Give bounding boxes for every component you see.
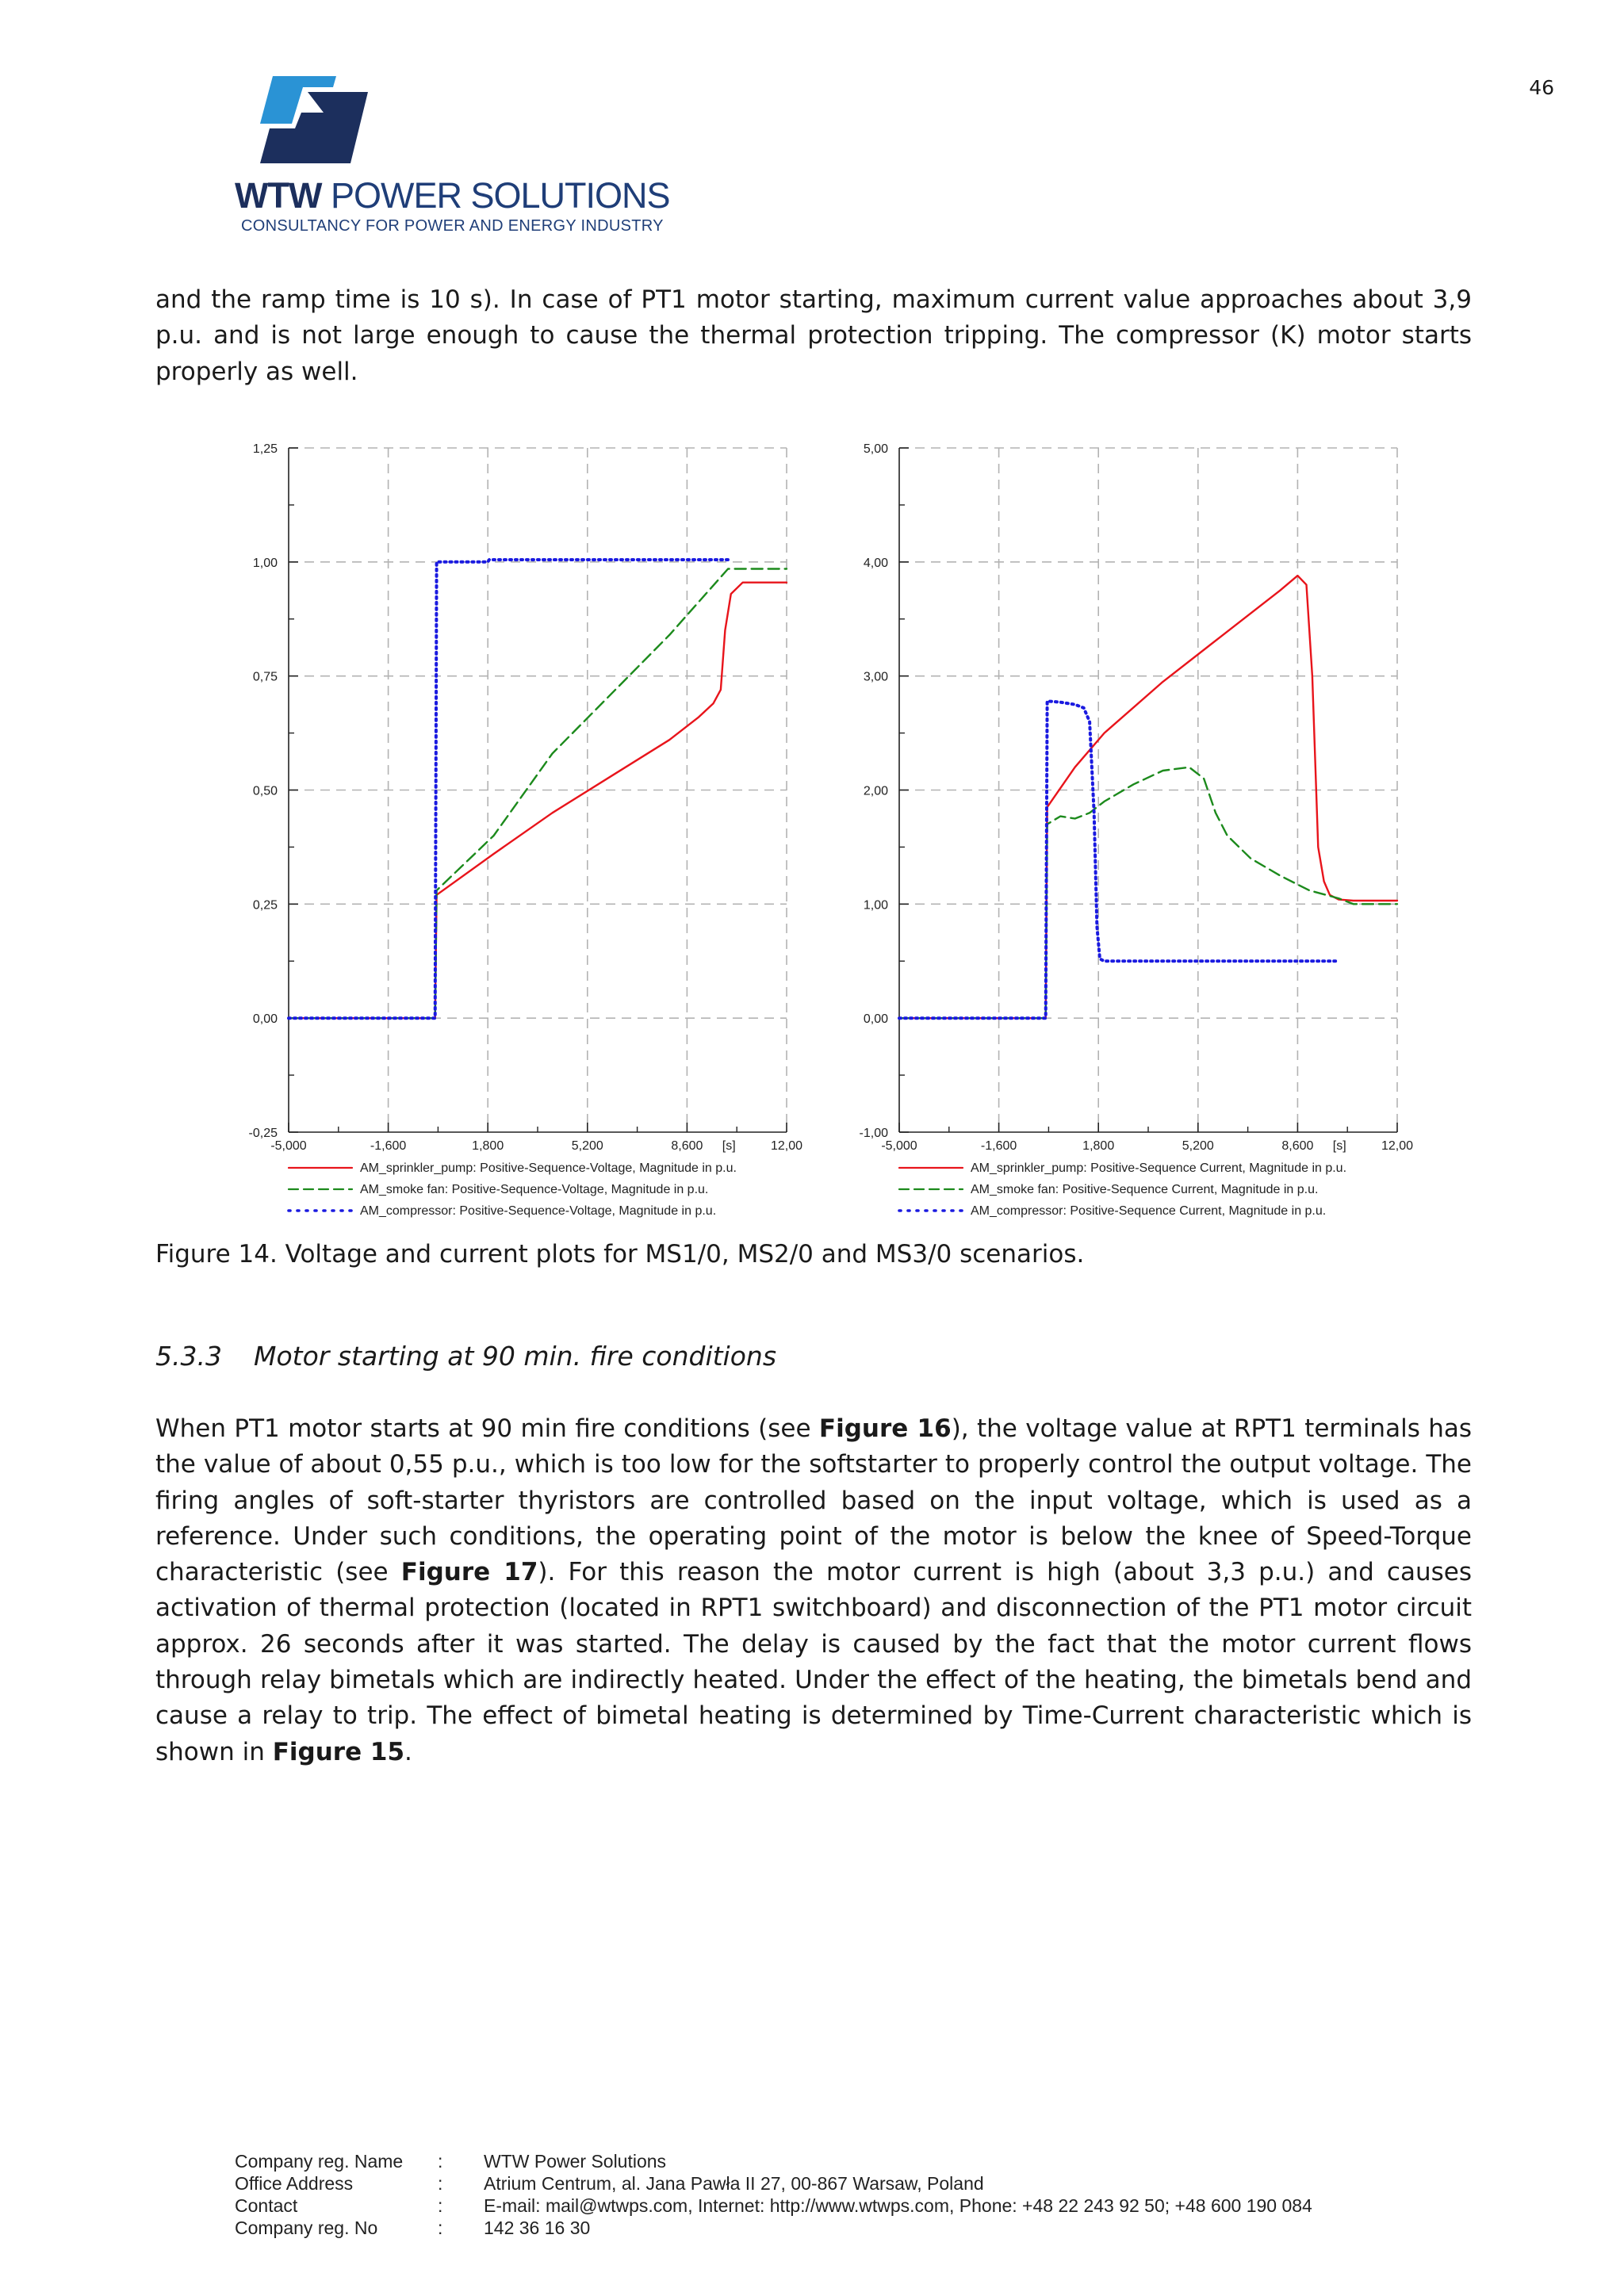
- logo-mark-icon: [257, 76, 368, 163]
- footer-separator: :: [438, 2195, 443, 2216]
- footer-value: Atrium Centrum, al. Jana Pawła II 27, 00-867 Warsaw, Poland: [484, 2173, 984, 2194]
- footer-label: Office Address: [235, 2173, 354, 2194]
- y-tick-label: 0,25: [252, 898, 278, 913]
- y-tick-label: 0,00: [252, 1012, 278, 1027]
- footer-label: Company reg. No: [235, 2218, 378, 2238]
- figure-caption: Figure 14. Voltage and current plots for MS1/0, MS2/0 and MS3/0 scenarios.: [155, 1240, 1085, 1269]
- x-tick-label: -5,000: [881, 1139, 917, 1153]
- logo-name-rest: POWER SOLUTIONS: [330, 175, 670, 216]
- figure-16-reference: Figure 16: [818, 1414, 952, 1443]
- legend-label: AM_sprinkler_pump: Positive-Sequence Current, Magnitude in p.u.: [971, 1161, 1347, 1175]
- logo-name-bold: WTW: [235, 175, 322, 216]
- y-tick-label: 3,00: [863, 670, 888, 684]
- section-number: 5.3.3: [155, 1341, 222, 1372]
- company-logo: [235, 76, 679, 243]
- series-line-1: [289, 583, 787, 1018]
- series-line-3: [289, 560, 728, 1018]
- chart-2: [860, 442, 1414, 1218]
- body-text-3: ). For this reason the motor current is high (about 3,3 p.u.) and causes activation of thermal protection (located in RPT1 switchboard) and disconnection of the PT1 motor circuit approx. 26 seconds after it was started. The delay is caused by the fact that the motor current flows through relay bimetals which are indirectly heated. Under the effect of the heating, the bimetals bend and cause a relay to trip. The effect of bimetal heating is determined by Time-Current characteristic which is shown in: [155, 1558, 1472, 1766]
- x-tick-label: 1,800: [1082, 1139, 1115, 1153]
- y-tick-label: -0,25: [248, 1127, 278, 1140]
- footer-row-contact: [235, 2195, 1312, 2217]
- section-heading: [155, 1338, 776, 1374]
- chart-1: [249, 442, 803, 1218]
- figure-15-reference: Figure 15: [272, 1737, 405, 1766]
- legend-label: AM_smoke fan: Positive-Sequence-Voltage, Magnitude in p.u.: [360, 1183, 709, 1196]
- logo-tagline: CONSULTANCY FOR POWER AND ENERGY INDUSTRY: [241, 217, 664, 235]
- series-line-2: [289, 569, 787, 1019]
- x-tick-label: -1,600: [980, 1139, 1017, 1153]
- footer-separator: :: [438, 2151, 443, 2172]
- y-tick-label: 5,00: [863, 442, 888, 456]
- x-tick-label: 12,00: [770, 1139, 803, 1153]
- x-tick-label: 8,600: [671, 1139, 703, 1153]
- body-text-1: When PT1 motor starts at 90 min fire conditions (see: [155, 1414, 819, 1443]
- y-tick-label: -1,00: [859, 1127, 888, 1140]
- footer: [235, 2150, 1312, 2239]
- series-line-1: [899, 576, 1397, 1018]
- y-tick-label: 2,00: [863, 784, 888, 798]
- x-unit-label: [s]: [1332, 1139, 1346, 1153]
- figure-14: [238, 436, 1427, 1229]
- footer-row-company-number: [235, 2217, 1312, 2239]
- y-tick-label: 4,00: [863, 556, 888, 570]
- logo-company-name: [235, 176, 670, 216]
- footer-value: E-mail: mail@wtwps.com, Internet: http://www.wtwps.com, Phone: +48 22 243 92 50; +48 600 190 084: [484, 2195, 1312, 2216]
- footer-label: Company reg. Name: [235, 2151, 404, 2172]
- y-tick-label: 1,00: [252, 556, 278, 570]
- footer-value: WTW Power Solutions: [484, 2151, 667, 2172]
- intro-paragraph: and the ramp time is 10 s). In case of PT1 motor starting, maximum current value approaches about 3,9 p.u. and is not large enough to cause the thermal protection tripping. The compressor (K) motor starts properly as well.: [155, 285, 1472, 386]
- page-number: 46: [1529, 76, 1554, 99]
- y-tick-label: 1,25: [252, 442, 278, 456]
- x-tick-label: -5,000: [270, 1139, 307, 1153]
- y-tick-label: 1,00: [863, 898, 888, 913]
- footer-label: Contact: [235, 2195, 298, 2216]
- x-unit-label: [s]: [722, 1139, 736, 1153]
- y-tick-label: 0,50: [252, 784, 278, 798]
- x-tick-label: 12,00: [1381, 1139, 1414, 1153]
- footer-separator: :: [438, 2173, 443, 2194]
- figure-14-charts: [238, 436, 1427, 1229]
- x-tick-label: -1,600: [370, 1139, 407, 1153]
- legend-label: AM_smoke fan: Positive-Sequence Current, Magnitude in p.u.: [971, 1183, 1319, 1196]
- x-tick-label: 5,200: [571, 1139, 603, 1153]
- footer-row-company-name: [235, 2150, 1312, 2172]
- legend-label: AM_compressor: Positive-Sequence-Voltage, Magnitude in p.u.: [360, 1204, 717, 1218]
- footer-separator: :: [438, 2218, 443, 2238]
- series-line-2: [899, 767, 1397, 1018]
- footer-row-office-address: [235, 2172, 1312, 2195]
- series-line-3: [899, 701, 1339, 1018]
- section-title: Motor starting at 90 min. fire conditions: [254, 1341, 777, 1372]
- body-text-2: ), the voltage value at RPT1 terminals has the value of about 0,55 p.u., which is too low for the softstarter to properly control the output voltage. The firing angles of soft-starter thyristors are controlled based on the input voltage, which is used as a reference. Under such conditions, the operating point of the motor is below the knee of Speed-Torque characteristic (see: [155, 1414, 1472, 1587]
- body-paragraph: [155, 1411, 1472, 1770]
- footer-value: 142 36 16 30: [484, 2218, 591, 2238]
- legend-label: AM_sprinkler_pump: Positive-Sequence-Voltage, Magnitude in p.u.: [360, 1161, 737, 1175]
- figure-17-reference: Figure 17: [400, 1558, 538, 1587]
- legend-label: AM_compressor: Positive-Sequence Current, Magnitude in p.u.: [971, 1204, 1327, 1218]
- x-tick-label: 1,800: [472, 1139, 504, 1153]
- x-tick-label: 5,200: [1182, 1139, 1214, 1153]
- y-tick-label: 0,75: [252, 670, 278, 684]
- x-tick-label: 8,600: [1281, 1139, 1314, 1153]
- y-tick-label: 0,00: [863, 1012, 888, 1027]
- body-text-4: .: [404, 1737, 412, 1766]
